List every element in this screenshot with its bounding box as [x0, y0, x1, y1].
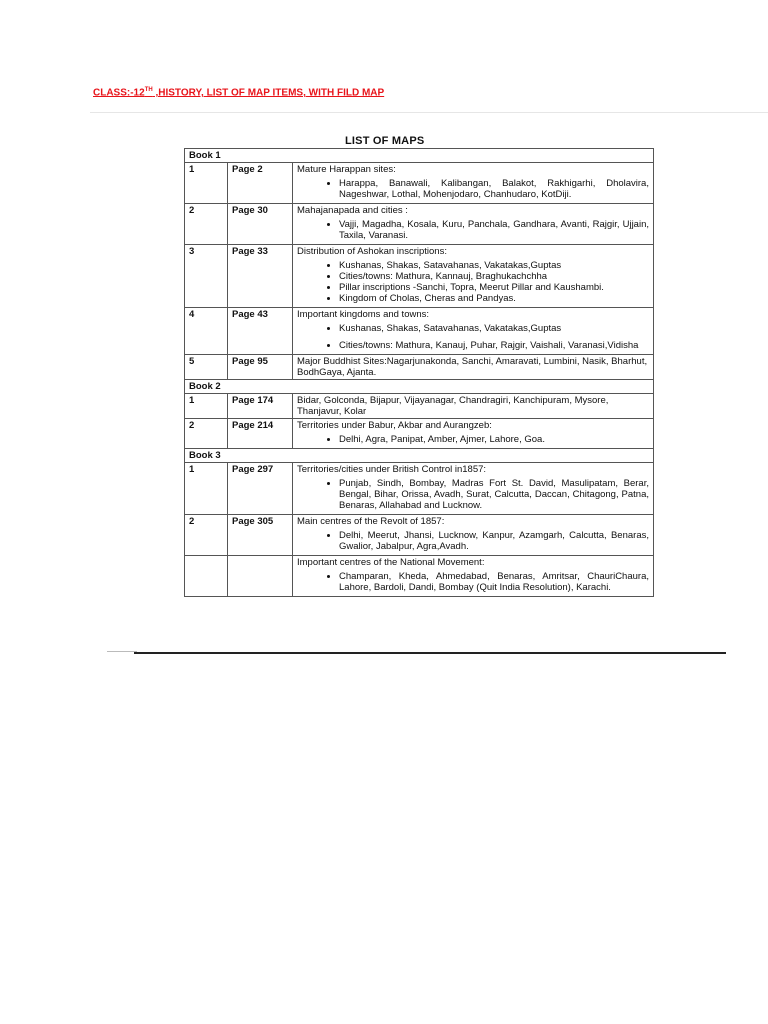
map-page: Page 30 — [228, 204, 293, 245]
map-description — [293, 556, 654, 597]
map-description — [293, 394, 654, 419]
list-title: LIST OF MAPS — [345, 135, 425, 147]
table-row — [185, 355, 654, 380]
map-heading: Major Buddhist Sites:Nagarjunakonda, Sanchi, Amaravati, Lumbini, Nasik, Bharhut, BodhGaya, Ajanta. — [297, 356, 648, 378]
map-description — [293, 163, 654, 204]
map-item: • Kingdom of Cholas, Cheras and Pandyas. — [339, 293, 649, 304]
map-items — [297, 260, 649, 304]
map-item: • Pillar inscriptions -Sanchi, Topra, Meerut Pillar and Kaushambi. — [339, 282, 649, 293]
map-heading: Territories/cities under British Control in1857: — [297, 464, 487, 475]
map-item: • Cities/towns: Mathura, Kanauj, Puhar, Rajgir, Vaishali, Varanasi,Vidisha — [339, 340, 649, 351]
map-page: Page 305 — [228, 515, 293, 556]
header-superscript: TH — [144, 87, 153, 93]
table-row — [185, 556, 654, 597]
map-items — [297, 178, 649, 200]
map-item: • Cities/towns: Mathura, Kannauj, Braghukachchha — [339, 271, 649, 282]
book-row — [185, 449, 654, 463]
maps-table — [184, 148, 654, 597]
table-row — [185, 419, 654, 449]
map-number: 2 — [185, 204, 228, 245]
map-description — [293, 355, 654, 380]
map-number: 1 — [185, 463, 228, 515]
map-item: • Punjab, Sindh, Bombay, Madras Fort St. David, Masulipatam, Berar, Bengal, Bihar, Orissa, Avadh, Surat, Calcutta, Daccan, Chitagong, Patna, Benaras, Allahabad and Lucknow. — [339, 478, 649, 511]
map-number: 2 — [185, 419, 228, 449]
map-item: • Delhi, Meerut, Jhansi, Lucknow, Kanpur, Azamgarh, Calcutta, Benaras, Gwalior, Jabalpur, Agra,Avadh. — [339, 530, 649, 552]
scan-bottom-line — [134, 652, 726, 654]
table-row — [185, 515, 654, 556]
map-description — [293, 419, 654, 449]
book-label: Book 2 — [185, 380, 654, 394]
table-row — [185, 245, 654, 308]
scan-edge-line — [107, 651, 137, 652]
map-item: • Vajji, Magadha, Kosala, Kuru, Panchala, Gandhara, Avanti, Rajgir, Ujjain, Taxila, Varanasi. — [339, 219, 649, 241]
book-label: Book 1 — [185, 149, 654, 163]
map-heading: Important kingdoms and towns: — [297, 309, 430, 320]
header-class: CLASS:-12 — [93, 87, 145, 99]
table-row — [185, 308, 654, 355]
map-number: 4 — [185, 308, 228, 355]
map-description — [293, 245, 654, 308]
map-number — [185, 556, 228, 597]
table-row — [185, 463, 654, 515]
map-number: 3 — [185, 245, 228, 308]
map-heading: Mahajanapada and cities : — [297, 205, 408, 216]
map-item: • Delhi, Agra, Panipat, Amber, Ajmer, Lahore, Goa. — [339, 434, 649, 445]
map-items — [297, 219, 649, 241]
table-row — [185, 394, 654, 419]
map-item: • Harappa, Banawali, Kalibangan, Balakot, Rakhigarhi, Dholavira, Nageshwar, Lothal, Mohenjodaro, Chanhudaro, KotDiji. — [339, 178, 649, 200]
map-number: 1 — [185, 394, 228, 419]
map-page: Page 33 — [228, 245, 293, 308]
map-heading: Territories under Babur, Akbar and Aurangzeb: — [297, 420, 492, 431]
map-items — [297, 571, 649, 593]
map-items — [297, 323, 649, 351]
map-items — [297, 434, 649, 445]
map-page: Page 297 — [228, 463, 293, 515]
map-item: • Kushanas, Shakas, Satavahanas, Vakatakas,Guptas — [339, 260, 649, 271]
book-row — [185, 380, 654, 394]
map-page: Page 95 — [228, 355, 293, 380]
map-page: Page 214 — [228, 419, 293, 449]
map-page — [228, 556, 293, 597]
map-item: • Kushanas, Shakas, Satavahanas, Vakatakas,Guptas — [339, 323, 649, 334]
map-description — [293, 204, 654, 245]
map-items — [297, 478, 649, 511]
map-heading: Mature Harappan sites: — [297, 164, 396, 175]
header-subject: ,HISTORY, LIST OF MAP ITEMS, WITH FILD MAP — [152, 87, 385, 99]
map-heading: Main centres of the Revolt of 1857: — [297, 516, 445, 527]
map-description — [293, 308, 654, 355]
document-header — [93, 87, 384, 98]
table-row — [185, 204, 654, 245]
map-number: 5 — [185, 355, 228, 380]
book-label: Book 3 — [185, 449, 654, 463]
map-item: • Champaran, Kheda, Ahmedabad, Benaras, Amritsar, ChauriChaura, Lahore, Bardoli, Dandi, Bombay (Quit India Resolution), Karachi. — [339, 571, 649, 593]
map-page: Page 174 — [228, 394, 293, 419]
map-description — [293, 515, 654, 556]
map-heading: Bidar, Golconda, Bijapur, Vijayanagar, Chandragiri, Kanchipuram, Mysore, Thanjavur, Kolar — [297, 395, 609, 417]
map-number: 2 — [185, 515, 228, 556]
map-items — [297, 530, 649, 552]
map-heading: Distribution of Ashokan inscriptions: — [297, 246, 447, 257]
book-row — [185, 149, 654, 163]
table-row — [185, 163, 654, 204]
map-description — [293, 463, 654, 515]
map-page: Page 2 — [228, 163, 293, 204]
map-page: Page 43 — [228, 308, 293, 355]
map-number: 1 — [185, 163, 228, 204]
map-heading: Important centres of the National Movement: — [297, 557, 485, 568]
